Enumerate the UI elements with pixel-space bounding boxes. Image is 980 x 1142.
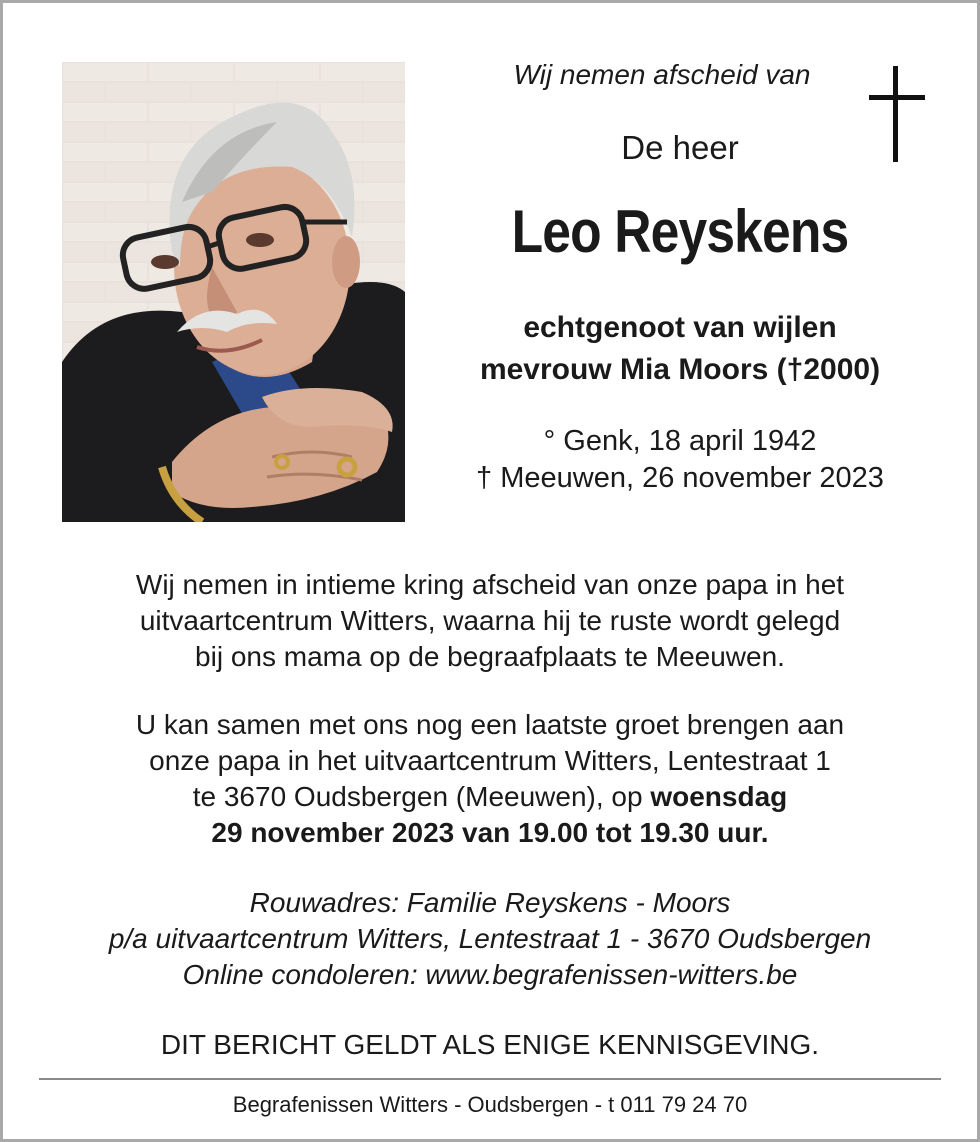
spouse-line-2: mevrouw Mia Moors (†2000) bbox=[479, 353, 881, 386]
paragraph-line: bij ons mama op de begraafplaats te Meeuwen. bbox=[195, 641, 785, 672]
divider bbox=[39, 1078, 941, 1080]
visitation-time: 29 november 2023 van 19.00 tot 19.30 uur. bbox=[211, 817, 769, 848]
life-dates bbox=[415, 423, 945, 497]
spouse-info bbox=[415, 307, 945, 391]
birth-date: ° Genk, 18 april 1942 bbox=[543, 425, 817, 457]
deceased-name: Leo Reyskens bbox=[511, 198, 849, 265]
paragraph-line-text: te 3670 Oudsbergen (Meeuwen), op bbox=[192, 781, 651, 812]
paragraph-line: uitvaartcentrum Witters, waarna hij te ruste wordt gelegd bbox=[139, 605, 841, 636]
paragraph-line bbox=[33, 779, 947, 815]
paragraph-line: U kan samen met ons nog een laatste groet brengen aan bbox=[135, 709, 845, 740]
visitation-paragraph bbox=[33, 707, 947, 851]
contact-info bbox=[33, 885, 947, 993]
care-of-address: p/a uitvaartcentrum Witters, Lentestraat 1 - 3670 Oudsbergen bbox=[108, 923, 872, 954]
paragraph-line: Wij nemen in intieme kring afscheid van onze papa in het bbox=[135, 569, 845, 600]
death-date: † Meeuwen, 26 november 2023 bbox=[476, 462, 884, 494]
paragraph-line: onze papa in het uitvaartcentrum Witters, Lentestraat 1 bbox=[149, 745, 831, 776]
mourning-address: Rouwadres: Familie Reyskens - Moors bbox=[249, 887, 731, 918]
visitation-datetime bbox=[33, 815, 947, 851]
spouse-line-1: echtgenoot van wijlen bbox=[523, 311, 837, 344]
portrait-photo bbox=[62, 62, 405, 522]
farewell-paragraph bbox=[33, 567, 947, 675]
intro-text: Wij nemen afscheid van bbox=[513, 59, 811, 90]
visitation-day: woensdag bbox=[650, 781, 788, 812]
honorific: De heer bbox=[621, 129, 739, 166]
official-notice: DIT BERICHT GELDT ALS ENIGE KENNISGEVING. bbox=[160, 1029, 820, 1060]
funeral-home-footer: Begrafenissen Witters - Oudsbergen - t 011 79 24 70 bbox=[232, 1092, 748, 1117]
online-condolence: Online condoleren: www.begrafenissen-witters.be bbox=[182, 959, 798, 990]
